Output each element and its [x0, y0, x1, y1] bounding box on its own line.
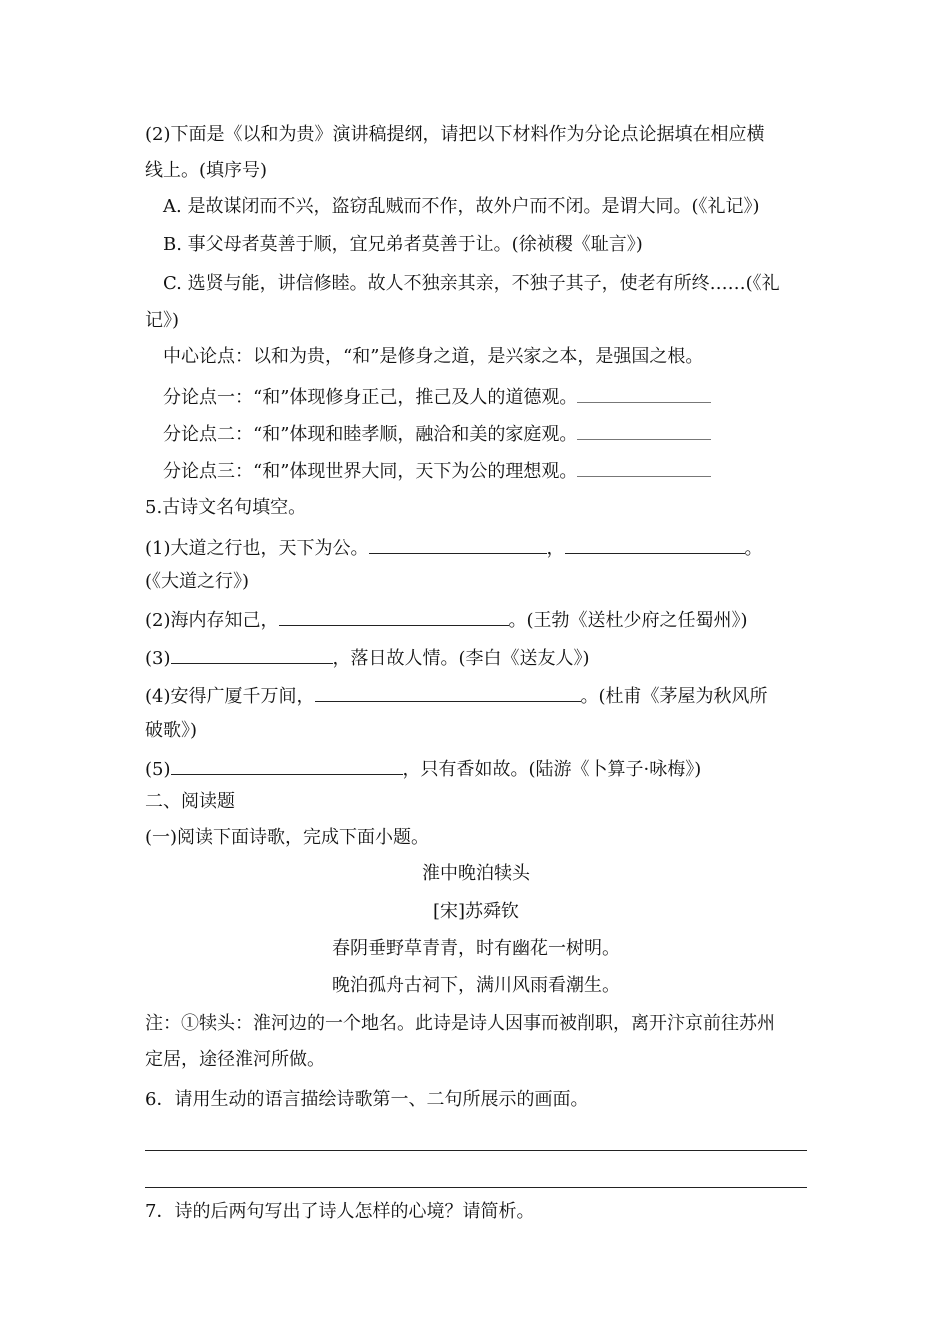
q5-item-3-suffix: ，落日故人情。(李白《送友人》): [332, 648, 590, 669]
sub-argument-1-blank[interactable]: [577, 384, 711, 403]
q5-item-1-source: (《大道之行》): [145, 571, 250, 592]
sub-argument-3: [163, 458, 711, 484]
q5-item-2-prefix: (2)海内存知己，: [145, 610, 279, 631]
poem-note-line2: 定居，途径淮河所做。: [145, 1049, 325, 1070]
q5-item-3-prefix: (3): [145, 648, 171, 669]
sub-argument-3-blank[interactable]: [577, 458, 711, 477]
q5-item-5-blank[interactable]: [171, 756, 403, 775]
poem-author: [宋]苏舜钦: [432, 901, 520, 922]
q5-item-4-suffix: 。(杜甫《茅屋为秋风所: [580, 686, 768, 707]
q5-title: 5.古诗文名句填空。: [145, 497, 307, 518]
sub-argument-2: [163, 421, 711, 447]
sub-argument-1-text: 分论点一：“和”体现修身正己，推己及人的道德观。: [163, 387, 578, 408]
section-2-subtitle: (一)阅读下面诗歌，完成下面小题。: [145, 827, 430, 848]
sub-argument-2-text: 分论点二：“和”体现和睦孝顺，融洽和美的家庭观。: [163, 424, 578, 445]
q5-item-4-line2: 破歌》): [145, 720, 198, 741]
option-b: B. 事父母者莫善于顺，宜兄弟者莫善于让。(徐祯稷《耻言》): [163, 234, 643, 255]
q5-item-4-blank[interactable]: [315, 683, 581, 702]
sub-argument-2-blank[interactable]: [577, 421, 711, 440]
option-c-line2: 记》): [145, 310, 180, 331]
q5-item-1-blank-a[interactable]: [369, 535, 547, 554]
poem-line-1: 春阴垂野草青青，时有幽花一树明。: [332, 938, 620, 959]
sub-argument-3-text: 分论点三：“和”体现世界大同，天下为公的理想观。: [163, 461, 578, 482]
q4-2-intro-line1: (2)下面是《以和为贵》演讲稿提纲，请把以下材料作为分论点论据填在相应横: [145, 124, 765, 145]
q6-answer-line-1[interactable]: [145, 1150, 807, 1151]
section-2-title: 二、阅读题: [145, 791, 235, 812]
option-a: A. 是故谋闭而不兴，盗窃乱贼而不作，故外户而不闭。是谓大同。(《礼记》): [163, 196, 760, 217]
poem-title: 淮中晚泊犊头: [422, 863, 530, 884]
q5-item-4-prefix: (4)安得广厦千万间，: [145, 686, 315, 707]
central-argument: 中心论点：以和为贵，“和”是修身之道，是兴家之本，是强国之根。: [163, 346, 704, 367]
q5-item-1-blank-b[interactable]: [565, 535, 745, 554]
q5-item-5-prefix: (5): [145, 759, 171, 780]
q5-item-1-prefix: (1)大道之行也，天下为公。: [145, 538, 369, 559]
poem-note-line1: 注：①犊头：淮河边的一个地名。此诗是诗人因事而被削职，离开汴京前往苏州: [145, 1013, 775, 1034]
q5-item-1-end: 。: [744, 538, 763, 559]
sub-argument-1: [163, 384, 711, 410]
q6-answer-line-2[interactable]: [145, 1187, 807, 1188]
q5-item-5-suffix: ，只有香如故。(陆游《卜算子·咏梅》): [402, 759, 702, 780]
q5-item-2-suffix: 。(王勃《送杜少府之任蜀州》): [508, 610, 748, 631]
q5-item-3: [145, 645, 590, 671]
question-7: 7．诗的后两句写出了诗人怎样的心境？请简析。: [145, 1201, 535, 1222]
question-6: 6．请用生动的语言描绘诗歌第一、二句所展示的画面。: [145, 1089, 589, 1110]
q4-2-intro-line2: 线上。(填序号): [145, 160, 268, 181]
option-c-line1: C. 选贤与能，讲信修睦。故人不独亲其亲，不独子其子，使老有所终……(《礼: [163, 273, 780, 294]
q5-item-1-comma: ，: [546, 538, 565, 559]
poem-line-2: 晚泊孤舟古祠下，满川风雨看潮生。: [332, 975, 620, 996]
q5-item-5: [145, 756, 701, 782]
q5-item-1: [145, 535, 763, 561]
q5-item-3-blank[interactable]: [171, 645, 333, 664]
q5-item-2: [145, 607, 748, 633]
q5-item-2-blank[interactable]: [279, 607, 509, 626]
q5-item-4: [145, 683, 768, 709]
